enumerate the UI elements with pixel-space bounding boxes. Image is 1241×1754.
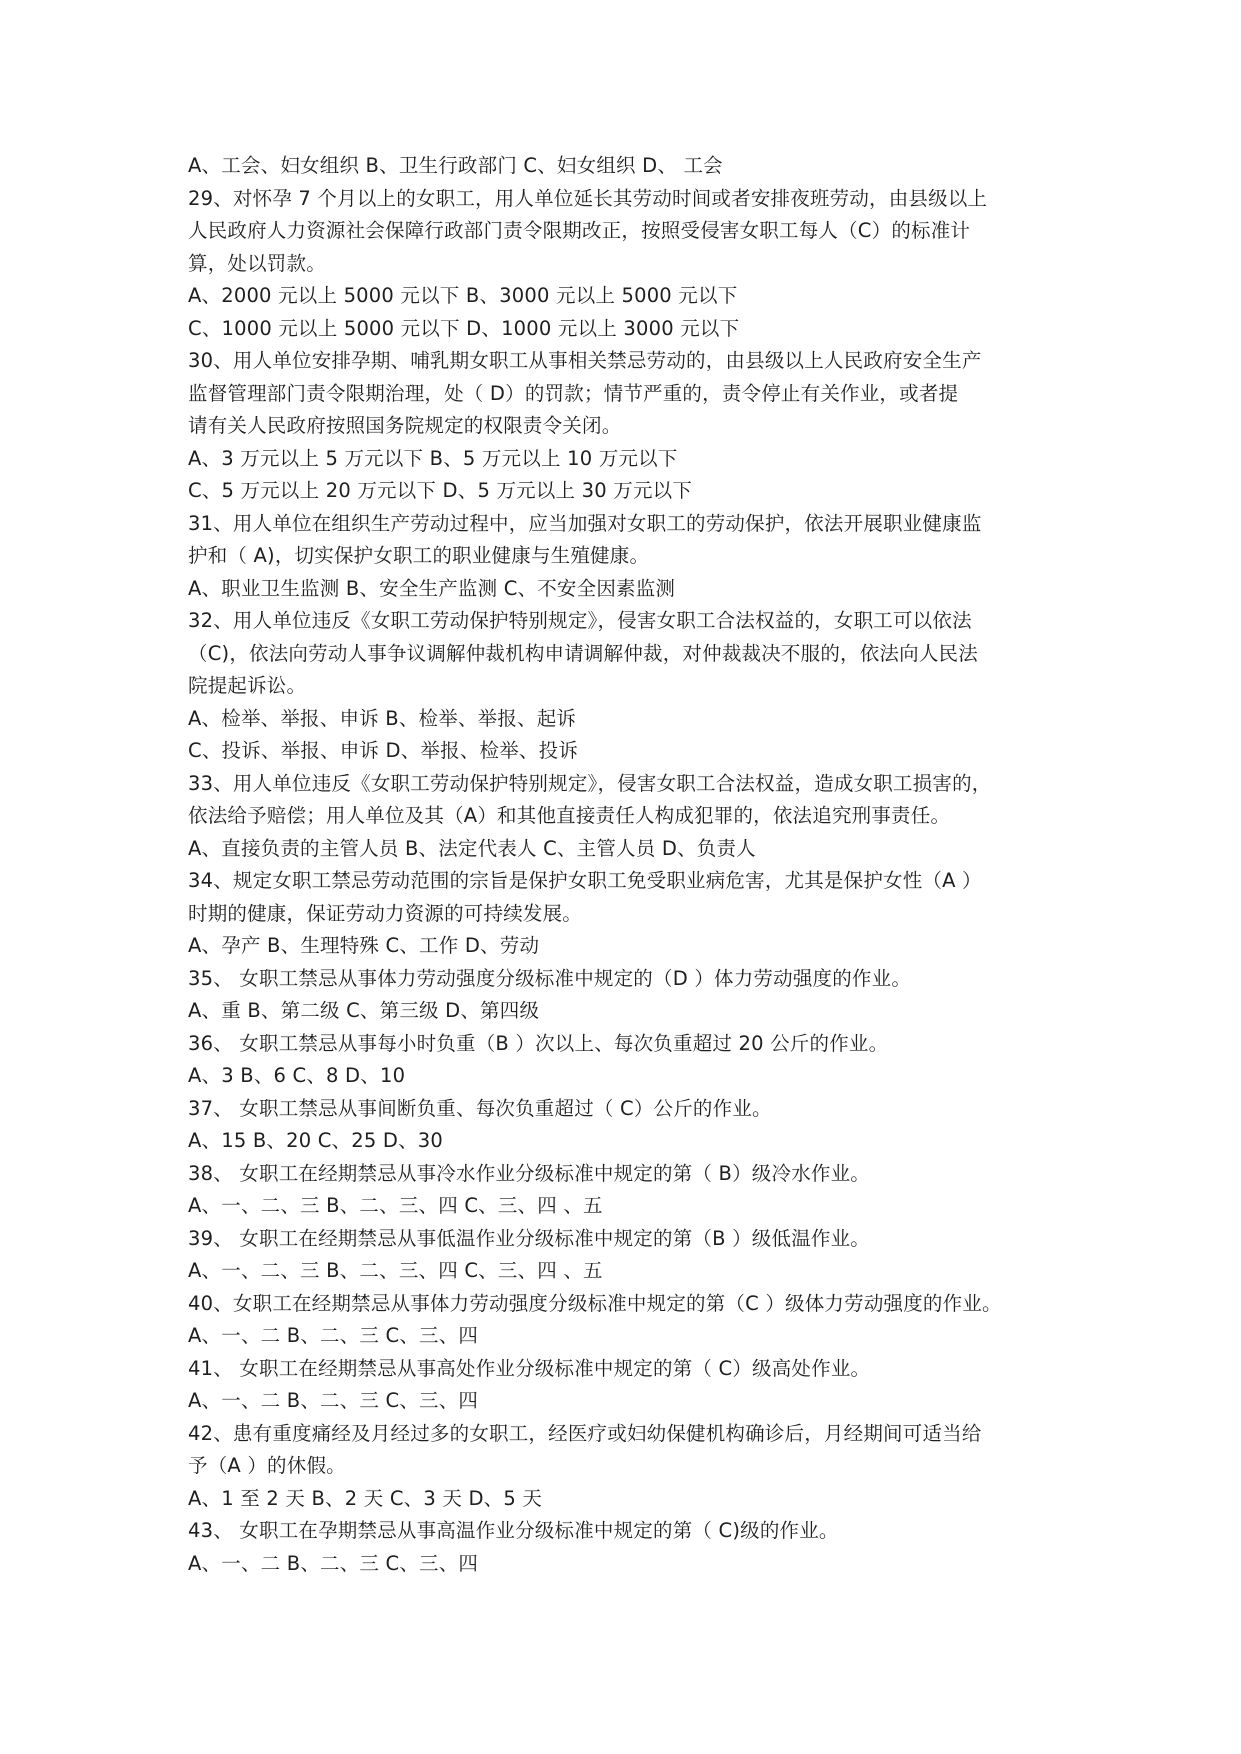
text-line: C、5 万元以上 20 万元以下 D、5 万元以上 30 万元以下 [188, 479, 693, 502]
text-line: 38、 女职工在经期禁忌从事冷水作业分级标准中规定的第（ B）级冷水作业。 [188, 1161, 870, 1185]
text-line: A、3 B、6 C、8 D、10 [188, 1064, 406, 1087]
text-line: A、孕产 B、生理特殊 C、工作 D、劳动 [188, 934, 540, 957]
text-line: 算，处以罚款。 [188, 251, 326, 275]
text-line: A、直接负责的主管人员 B、法定代表人 C、主管人员 D、负责人 [188, 836, 756, 860]
document-body [188, 150, 1058, 1580]
text-line: A、重 B、第二级 C、第三级 D、第四级 [188, 999, 540, 1022]
text-line: A、一、二 B、二、三 C、三、四 [188, 1324, 479, 1347]
text-line: 32、用人单位违反《女职工劳动保护特别规定》，侵害女职工合法权益的，女职工可以依法 [188, 609, 972, 632]
text-line: 人民政府人力资源社会保障行政部门责令限期改正，按照受侵害女职工每人（C）的标准计 [188, 219, 971, 242]
text-line: A、一、二、三 B、二、三、四 C、三、四 、五 [188, 1194, 603, 1217]
text-line: A、一、二 B、二、三 C、三、四 [188, 1551, 479, 1575]
text-line: 39、 女职工在经期禁忌从事低温作业分级标准中规定的第（B ）级低温作业。 [188, 1226, 870, 1250]
text-line: 请有关人民政府按照国务院规定的权限责令关闭。 [188, 414, 622, 437]
text-line: 30、用人单位安排孕期、哺乳期女职工从事相关禁忌劳动的，由县级以上人民政府安全生产 [188, 349, 982, 372]
text-line: 时期的健康，保证劳动力资源的可持续发展。 [188, 901, 583, 925]
text-line: 依法给予赔偿；用人单位及其（A）和其他直接责任人构成犯罪的，依法追究刑事责任。 [188, 804, 951, 827]
text-line: A、职业卫生监测 B、安全生产监测 C、不安全因素监测 [188, 576, 676, 600]
text-line: （C)，依法向劳动人事争议调解仲裁机构申请调解仲裁，对仲裁裁决不服的，依法向人民法 [188, 641, 978, 665]
text-line: 监督管理部门责令限期治理，处（ D）的罚款；情节严重的，责令停止有关作业，或者提 [188, 381, 959, 405]
text-line: 院提起诉讼。 [188, 674, 307, 697]
text-line: 33、用人单位违反《女职工劳动保护特别规定》，侵害女职工合法权益，造成女职工损害的， [188, 771, 992, 795]
text-line: 35、 女职工禁忌从事体力劳动强度分级标准中规定的（D ）体力劳动强度的作业。 [188, 966, 912, 990]
text-line: A、工会、妇女组织 B、卫生行政部门 C、妇女组织 D、 工会 [188, 154, 723, 177]
text-line: A、一、二 B、二、三 C、三、四 [188, 1389, 479, 1412]
text-line: A、1 至 2 天 B、2 天 C、3 天 D、5 天 [188, 1486, 543, 1510]
text-line: 43、 女职工在孕期禁忌从事高温作业分级标准中规定的第（ C)级的作业。 [188, 1519, 839, 1542]
text-line: A、一、二、三 B、二、三、四 C、三、四 、五 [188, 1259, 603, 1282]
text-line: A、检举、举报、申诉 B、检举、举报、起诉 [188, 706, 577, 730]
text-line: A、3 万元以上 5 万元以下 B、5 万元以上 10 万元以下 [188, 446, 678, 470]
text-line: 31、用人单位在组织生产劳动过程中，应当加强对女职工的劳动保护，依法开展职业健康监 [188, 511, 982, 535]
text-line: 41、 女职工在经期禁忌从事高处作业分级标准中规定的第（ C）级高处作业。 [188, 1356, 871, 1380]
text-line: 37、 女职工禁忌从事间断负重、每次负重超过（ C）公斤的作业。 [188, 1096, 772, 1120]
text-line: 予（A ）的休假。 [188, 1454, 346, 1477]
text-line: C、1000 元以上 5000 元以下 D、1000 元以上 3000 元以下 [188, 316, 740, 340]
text-line: 40、女职工在经期禁忌从事体力劳动强度分级标准中规定的第（C ）级体力劳动强度的作业。 [188, 1291, 1002, 1315]
text-line: A、15 B、20 C、25 D、30 [188, 1129, 443, 1152]
text-line: 36、 女职工禁忌从事每小时负重（B ）次以上、每次负重超过 20 公斤的作业。 [188, 1031, 889, 1055]
text-line: A、2000 元以上 5000 元以下 B、3000 元以上 5000 元以下 [188, 284, 738, 307]
text-line: 护和（ A)，切实保护女职工的职业健康与生殖健康。 [188, 544, 650, 567]
text-line: C、投诉、举报、申诉 D、举报、检举、投诉 [188, 739, 579, 762]
text-line: 34、规定女职工禁忌劳动范围的宗旨是保护女职工免受职业病危害，尤其是保护女性（A ） [188, 869, 982, 892]
text-line: 42、患有重度痛经及月经过多的女职工，经医疗或妇幼保健机构确诊后，月经期间可适当给 [188, 1421, 982, 1445]
text-line: 29、对怀孕 7 个月以上的女职工，用人单位延长其劳动时间或者安排夜班劳动，由县级以上 [188, 186, 988, 210]
